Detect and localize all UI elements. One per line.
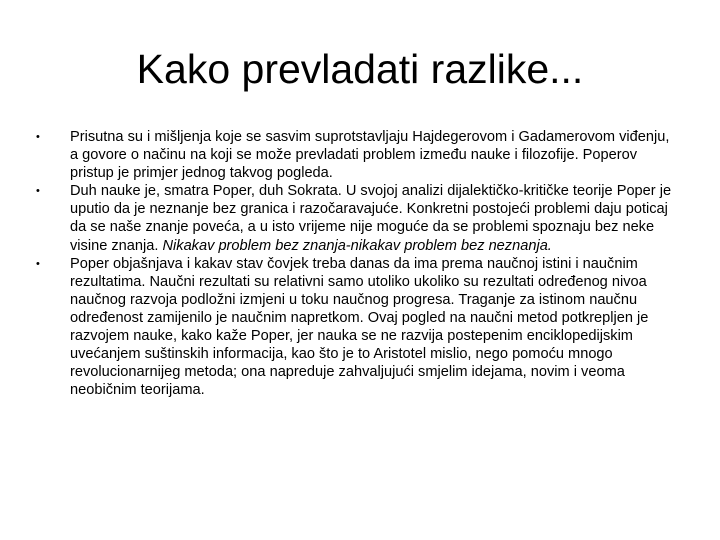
bullet-text-1: Prisutna su i mišljenja koje se sasvim suprotstavljaju Hajdegerovom i Gadamerovom viđenju, a govore o načinu na koji se može prevladati problem između nauke i filozofije. Poperov pristup je primjer jednog takvog pogleda.	[70, 129, 670, 182]
bullet-item-3	[36, 255, 676, 400]
slide-title: Kako prevladati razlike...	[136, 46, 584, 92]
bullet-text-2-italic: Nikakav problem bez znanja-nikakav problem bez neznanja.	[162, 237, 552, 254]
bullet-item-1	[36, 128, 676, 182]
bullet-list	[36, 128, 676, 399]
bullet-icon: •	[36, 131, 40, 143]
bullet-text-2: Duh nauke je, smatra Poper, duh Sokrata. U svojoj analizi dijalektičko-kritičke teorije Poper je uputio da je neznanje bez granica i razočaravajuće. Konkretni postojeći problemi daju poticaj da se naše znanje poveća, a u isto vrijeme nije moguće da se problemi spoznaju bez neke visine znanja.	[70, 183, 672, 254]
bullet-item-2	[36, 182, 676, 254]
bullet-icon: •	[36, 185, 40, 198]
bullet-icon: •	[36, 257, 40, 270]
bullet-text-3: Poper objašnjava i kakav stav čovjek treba danas da ima prema naučnoj istini i naučnim rezultatima. Naučni rezultati su relativni samo utoliko ukoliko su rezultati određenog nivoa naučnog razvoja podložni izmjeni u toku naučnog progresa. Traganje za istinom naučnu određenost zamijenilo je naučnim napretkom. Ovaj pogled na naučni metod potkrepljen je razvojem nauke, kako kaže Poper, jer nauka se ne razvija postepenim enciklopedijskim uvećanjem suštinskih informacija, kao što je to Aristotel mislio, nego pomoću mnogo revolucionarnijeg metoda; ona napreduje zahvaljujući smjelim idejama, novim i veoma neobičnim teorijama.	[70, 255, 649, 399]
